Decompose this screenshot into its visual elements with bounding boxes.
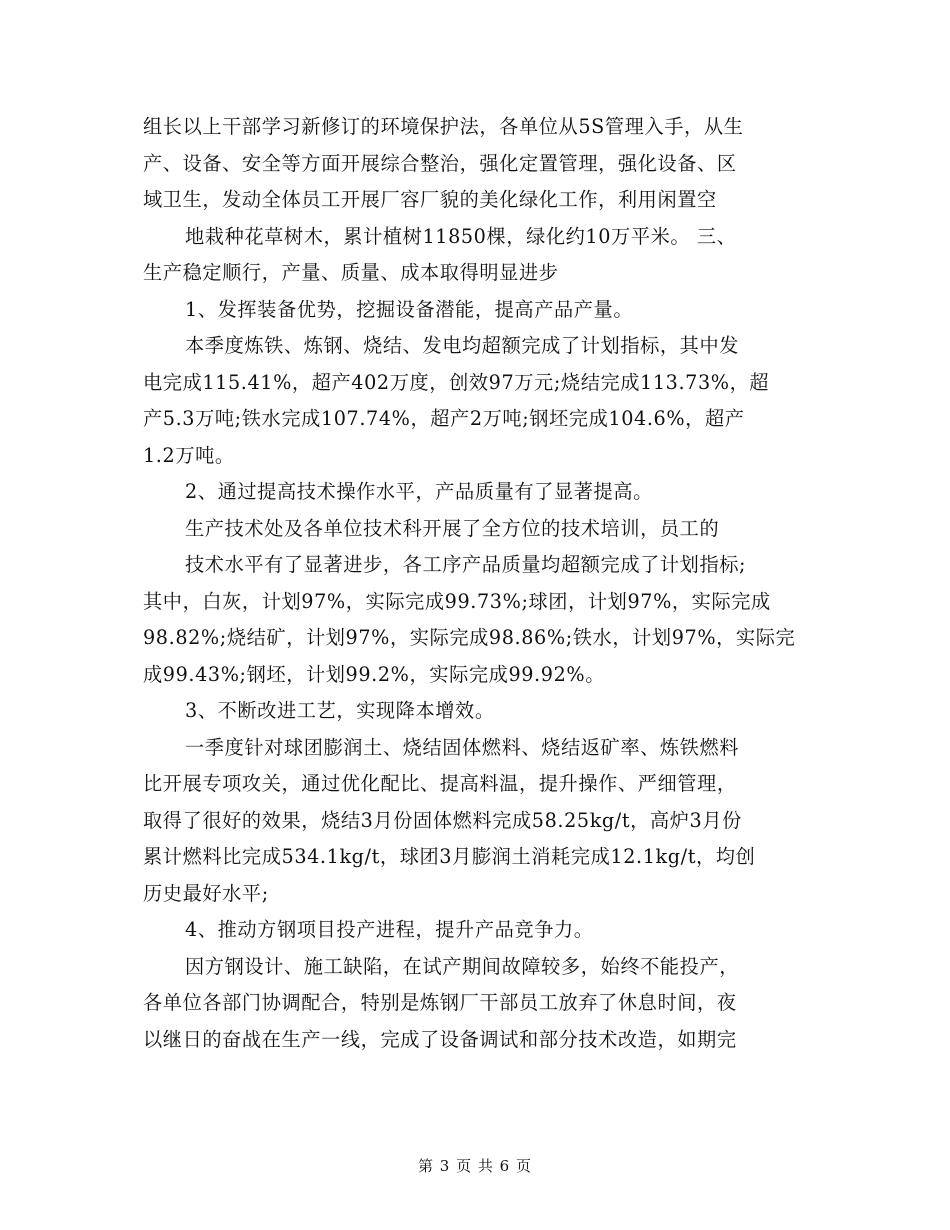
document-body [143,109,823,1058]
text-line: 组长以上干部学习新修订的环境保护法，各单位从5S管理入手，从生 [143,115,744,138]
text-line: 历史最好水平; [143,881,269,905]
text-line: 技术水平有了显著进步，各工序产品质量均超额完成了计划指标; [185,553,747,576]
text-line: 因方钢设计、施工缺陷，在试产期间故障较多，始终不能投产， [185,954,740,978]
text-line: 取得了很好的效果，烧结3月份固体燃料完成58.25kg/t，高炉3月份 [143,808,742,832]
text-line: 本季度炼铁、炼钢、烧结、发电均超额完成了计划指标，其中发 [185,334,740,357]
text-line: 一季度针对球团膨润土、烧结固体燃料、烧结返矿率、炼铁燃料 [185,735,740,759]
page-number-footer: 第 3 页 共 6 页 [418,1157,532,1175]
subsection-heading: 3、不断改进工艺，实现降本增效。 [185,699,495,722]
text-line: 以继日的奋战在生产一线，完成了设备调试和部分技术改造，如期完 [143,1027,737,1051]
text-line: 电完成115.41%，超产402万度，创效97万元;烧结完成113.73%，超 [143,370,770,394]
subsection-heading: 1、发挥装备优势，挖掘设备潜能，提高产品产量。 [185,297,634,321]
text-line: 产、设备、安全等方面开展综合整治，强化定置管理，强化设备、区 [143,151,737,175]
section-heading: 生产稳定顺行，产量、质量、成本取得明显进步 [143,261,559,284]
subsection-heading: 2、通过提高技术操作水平，产品质量有了显著提高。 [185,480,653,503]
text-line: 产5.3万吨;铁水完成107.74%，超产2万吨;钢坯完成104.6%，超产 [143,407,745,430]
text-line: 生产技术处及各单位技术科开展了全方位的技术培训，员工的 [185,516,720,540]
text-line: 1.2万吨。 [143,443,235,467]
subsection-heading: 4、推动方钢项目投产进程，提升产品竞争力。 [185,918,594,941]
text-line: 域卫生，发动全体员工开展厂容厂貌的美化绿化工作，利用闲置空 [143,188,717,211]
text-line: 累计燃料比完成534.1kg/t，球团3月膨润土消耗完成12.1kg/t，均创 [143,845,756,868]
text-line: 各单位各部门协调配合，特别是炼钢厂干部员工放弃了休息时间，夜 [143,991,737,1014]
text-line: 其中，白灰，计划97%，实际完成99.73%;球团，计划97%，实际完成 [143,589,771,613]
text-line: 地栽种花草树木，累计植树11850棵，绿化约10万平米。 三、 [185,224,737,248]
text-line: 成99.43%;钢坯，计划99.2%，实际完成99.92%。 [143,662,605,686]
text-line: 比开展专项攻关，通过优化配比、提高料温，提升操作、严细管理， [143,772,737,795]
text-line: 98.82%;烧结矿，计划97%，实际完成98.86%;铁水，计划97%，实际完 [143,626,796,649]
